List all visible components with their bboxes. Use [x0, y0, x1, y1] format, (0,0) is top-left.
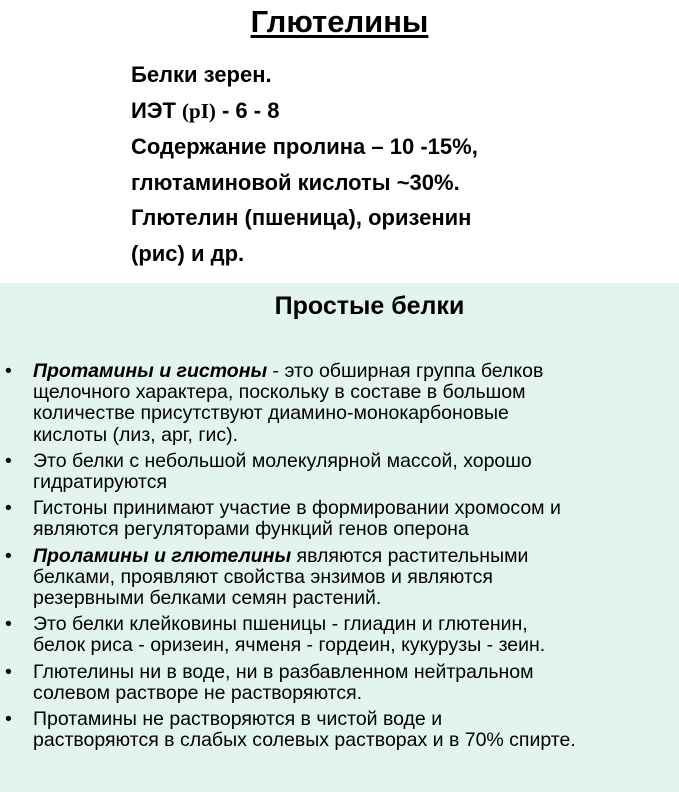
list-item-line: [33, 730, 679, 751]
bottom-slide: [0, 283, 679, 792]
list-item-line: [33, 451, 679, 472]
bullet-list: [0, 361, 679, 756]
line-text: солевом растворе не растворяются.: [33, 681, 363, 704]
line-text: Содержание пролина – 10 -15%,: [131, 134, 478, 159]
line-text: - 6 - 8: [215, 97, 280, 123]
top-line: [131, 165, 478, 201]
line-text: кислоты (лиз, арг, гис).: [33, 423, 239, 446]
pi-label: (pI): [182, 98, 216, 123]
line-text: щелочного характера, поскольку в составе в большом: [33, 381, 526, 404]
bullet-marker: •: [5, 660, 12, 683]
list-item: [0, 662, 679, 704]
list-item-line: [33, 403, 679, 424]
line-text: растворяются в слабых солевых растворах и в 70% спирте.: [33, 729, 576, 752]
list-item-line: [33, 498, 679, 519]
list-item-line: [33, 662, 679, 683]
line-text: Протамины не растворяются в чистой воде и: [33, 708, 443, 731]
line-text: глютаминовой кислоты ~30%.: [131, 169, 460, 195]
bullet-marker: •: [5, 449, 12, 472]
bullet-marker: •: [5, 613, 12, 636]
bullet-marker: •: [5, 497, 12, 520]
line-text: Белки зерен.: [131, 62, 272, 87]
line-text: ИЭТ: [131, 97, 183, 123]
line-text: Глютелин (пшеница), оризенин: [131, 205, 472, 230]
list-item-line: [33, 567, 679, 588]
top-line: [131, 200, 478, 236]
list-item: [0, 451, 679, 493]
page-title: Глютелины: [250, 4, 429, 39]
line-text: белками, проявляют свойства энзимов и являются: [33, 565, 493, 588]
emphasis-term: Протамины и гистоны: [33, 360, 268, 382]
list-item-line: [33, 472, 679, 493]
top-line: [131, 236, 478, 272]
list-item-line: [33, 683, 679, 704]
list-item: [0, 498, 679, 540]
line-text: резервными белками семян растений.: [33, 587, 382, 610]
top-line: [131, 57, 478, 93]
top-line: [131, 129, 478, 165]
list-item-line: [33, 546, 679, 567]
line-text: являются регуляторами функций генов оперона: [33, 518, 469, 541]
top-slide: [0, 0, 679, 283]
list-item: [0, 361, 679, 446]
section-title: Простые белки: [274, 292, 465, 320]
emphasis-term: Проламины и глютелины: [33, 544, 292, 567]
list-item: [0, 709, 679, 751]
list-item-line: [33, 635, 679, 656]
line-text: белок риса - оризеин, ячменя - гордеин, кукурузы - зеин.: [33, 634, 546, 657]
bullet-marker: •: [5, 360, 12, 382]
line-text: Это белки клейковины пшеницы - глиадин и глютенин,: [33, 613, 528, 636]
list-item-line: [33, 519, 679, 540]
bullet-marker: •: [5, 708, 12, 731]
line-text: Глютелины ни в воде, ни в разбавленном нейтральном: [33, 660, 534, 683]
line-text: гидратируются: [33, 471, 168, 494]
list-item-line: [33, 425, 679, 446]
list-item-line: [33, 709, 679, 730]
list-item-line: [33, 361, 679, 382]
list-item: [0, 614, 679, 656]
list-item: [0, 546, 679, 610]
top-lines: [131, 57, 478, 271]
list-item-line: [33, 614, 679, 635]
top-line: [131, 93, 478, 130]
line-text: Гистоны принимают участие в формировании хромосом и: [33, 497, 561, 520]
line-text: - это обширная группа белков: [267, 360, 544, 382]
bullet-marker: •: [5, 544, 12, 567]
line-text: (рис) и др.: [131, 240, 245, 266]
list-item-line: [33, 588, 679, 609]
list-item-line: [33, 382, 679, 403]
line-text: являются растительными: [291, 544, 529, 567]
line-text: Это белки с небольшой молекулярной массой, хорошо: [33, 449, 532, 472]
line-text: количестве присутствуют диамино-монокарбоновые: [33, 402, 509, 425]
